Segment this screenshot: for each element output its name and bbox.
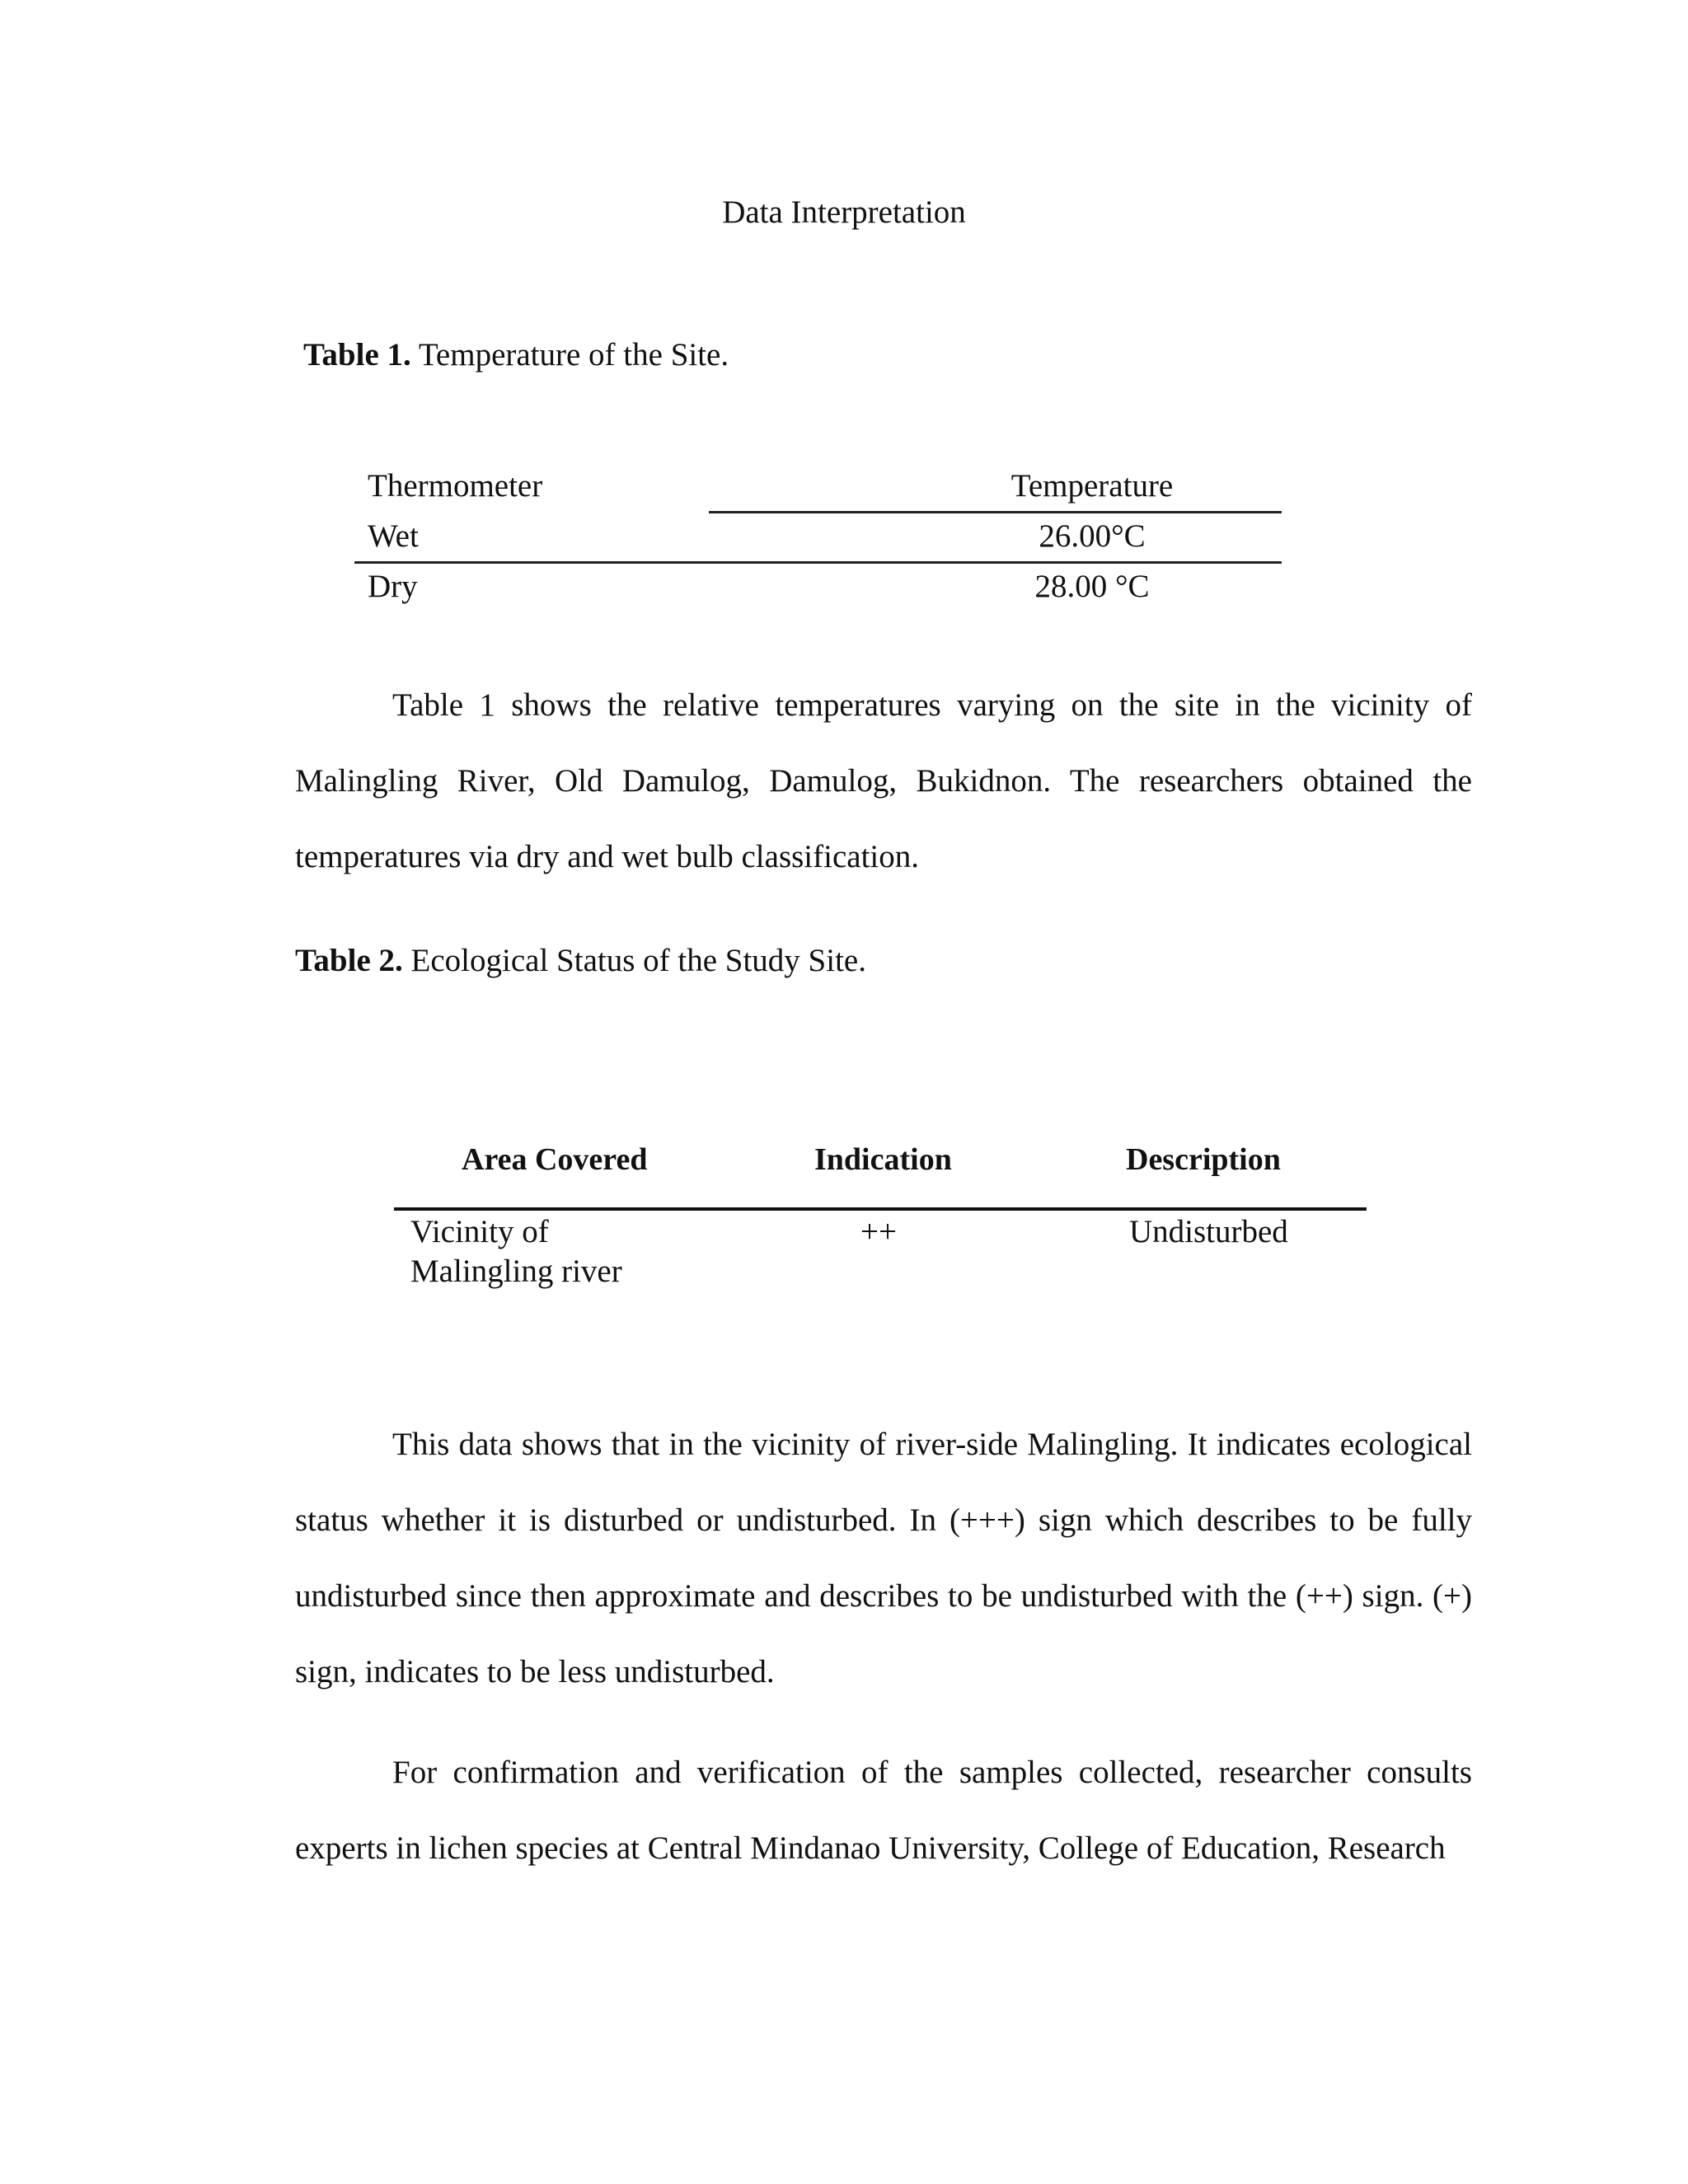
table-row [354,564,1282,612]
cell-thermometer: Dry [368,569,418,604]
cell-thermometer: Wet [368,518,419,554]
column-header-description: Description [1126,1142,1281,1177]
cell-area-covered-line1: Vicinity of [410,1214,549,1249]
paragraph-table2-description: This data shows that in the vicinity of river-side Malingling. It indicates ecological status whether it is disturbed or undisturbed. In (+++) sign which describes to be fully undisturbed since then approximate and describes to be undisturbed with the (++) sign. (+) sign, indicates to be less undisturbed. [295,1427,1472,1690]
table1-caption [303,334,729,377]
cell-area-covered-line2: Malingling river [410,1254,622,1289]
ecological-status-table [394,1141,1367,1301]
temperature-table [354,463,1282,612]
cell-temperature: 28.00 °C [1034,569,1150,604]
table1-caption-label: Table 1. [303,337,411,373]
table-header-row [394,1141,1367,1207]
column-header-area-covered: Area Covered [462,1142,648,1177]
column-header-thermometer: Thermometer [368,468,543,504]
page-title: Data Interpretation [722,194,966,230]
cell-description: Undisturbed [1129,1214,1288,1249]
table-header-row [354,463,1282,511]
column-header-indication: Indication [814,1142,952,1177]
table2-caption-label: Table 2. [295,943,403,978]
cell-temperature: 26.00°C [1039,518,1146,554]
table2-caption-text: Ecological Status of the Study Site. [402,943,866,978]
paragraph-confirmation: For confirmation and verification of the samples collected, researcher consults experts in lichen species at Central Mindanao University, College of Education, Research [295,1755,1472,1866]
paragraph-table1-description: Table 1 shows the relative temperatures varying on the site in the vicinity of Malingling River, Old Damulog, Damulog, Bukidnon. The researchers obtained the temperatures via dry and wet bulb classification. [295,687,1472,874]
table-row [354,513,1282,561]
cell-indication: ++ [860,1214,897,1249]
table2-caption [295,940,866,982]
column-header-temperature: Temperature [1010,468,1174,504]
table-row [394,1211,1367,1301]
table1-caption-text: Temperature of the Site. [410,337,729,373]
